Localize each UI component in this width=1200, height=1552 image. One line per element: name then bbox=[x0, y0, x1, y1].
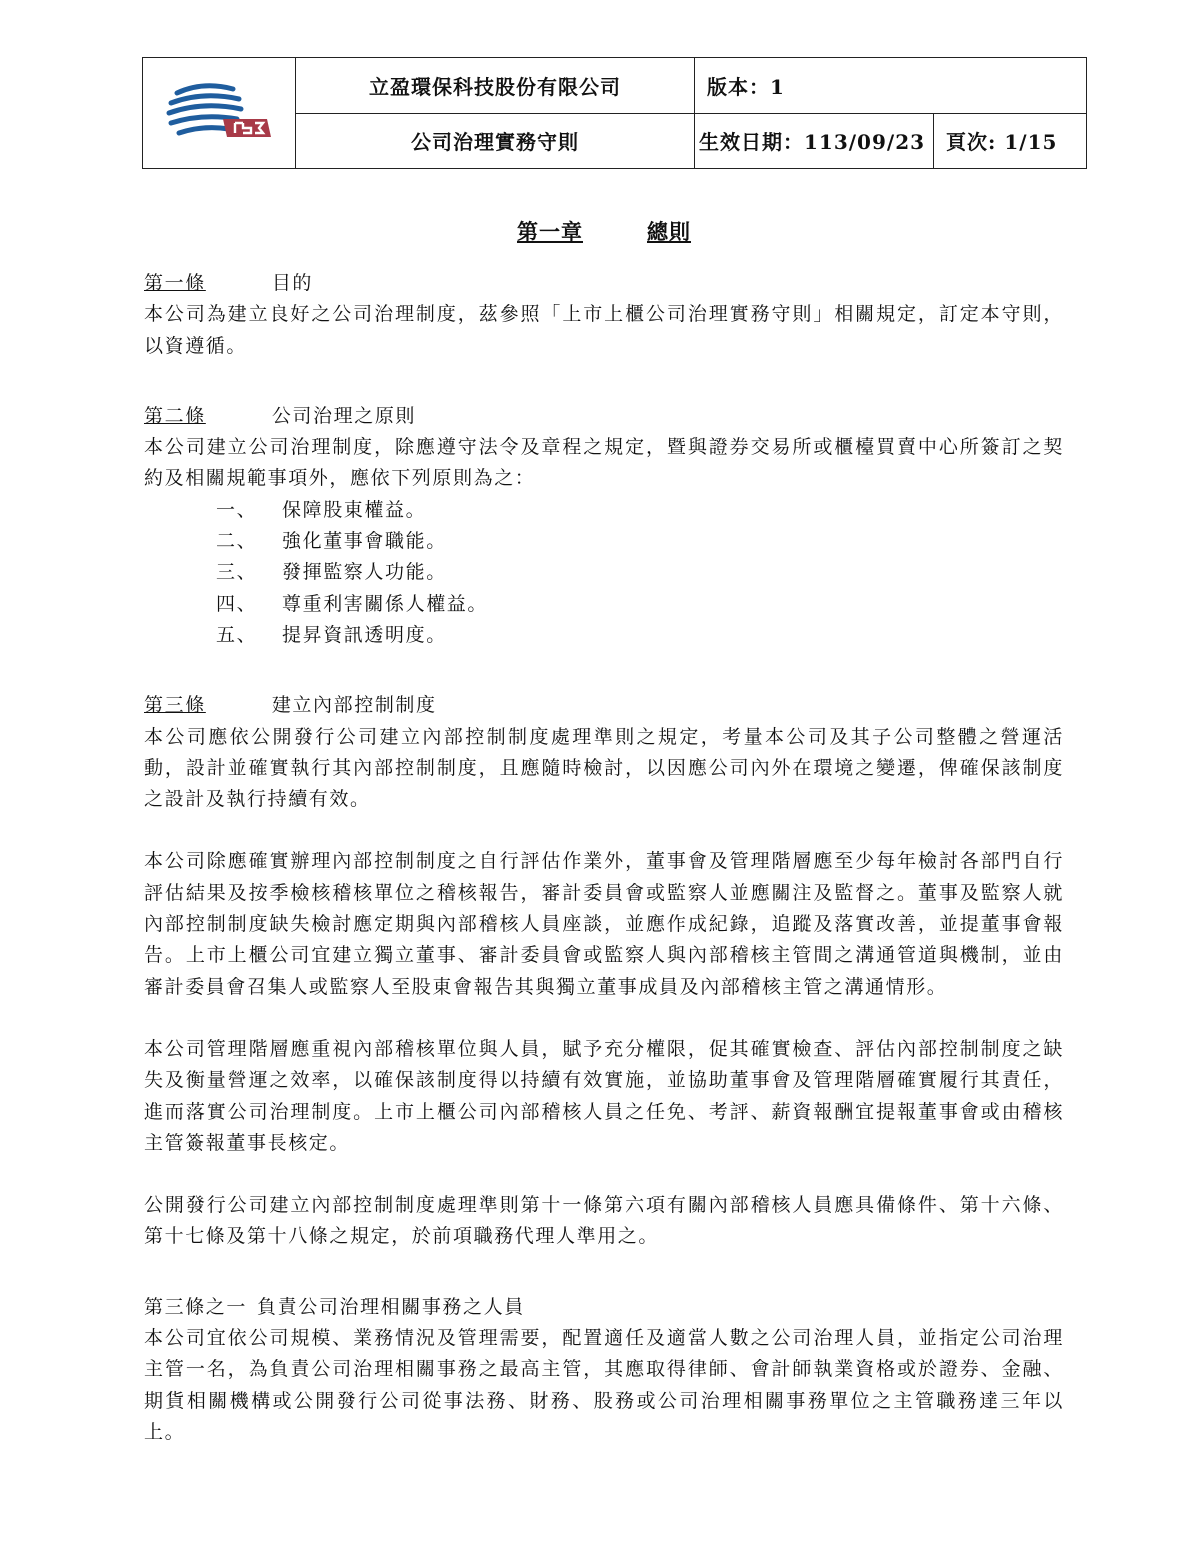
list-item-text: 保障股東權益。 bbox=[282, 498, 427, 521]
document-title: 公司治理實務守則 bbox=[296, 113, 695, 169]
article-heading bbox=[144, 401, 1064, 432]
list-item-number: 二、 bbox=[216, 530, 258, 553]
company-name: 立盈環保科技股份有限公司 bbox=[296, 58, 695, 114]
chapter-number: 第一章 bbox=[517, 219, 583, 244]
list-item bbox=[144, 589, 1064, 620]
article-title: 目的 bbox=[271, 272, 314, 294]
document-header bbox=[142, 57, 1087, 169]
article-title: 負責公司治理相關事務之人員 bbox=[257, 1295, 525, 1318]
list-item-number: 四、 bbox=[216, 592, 258, 615]
chapter-title: 總則 bbox=[647, 219, 691, 244]
list-item-number: 一、 bbox=[216, 498, 258, 521]
company-logo-icon bbox=[163, 79, 275, 143]
article-paragraph: 本公司建立公司治理制度，除應遵守法令及章程之規定，暨與證券交易所或櫃檯買賣中心所簽訂之契約及相關規範事項外，應依下列原則為之： bbox=[144, 436, 1064, 490]
article-paragraph: 本公司為建立良好之公司治理制度，茲參照「上市上櫃公司治理實務守則」相關規定，訂定本守則，以資遵循。 bbox=[144, 303, 1064, 357]
list-item bbox=[144, 557, 1064, 588]
list-item bbox=[144, 526, 1064, 557]
list-item bbox=[144, 620, 1064, 651]
article-number: 第一條 bbox=[144, 272, 206, 294]
list-item-text: 提昇資訊透明度。 bbox=[282, 623, 447, 646]
article-heading bbox=[144, 1292, 1064, 1323]
page-number: 頁次: 1/15 bbox=[934, 113, 1087, 169]
document-body bbox=[144, 216, 1064, 1448]
list-item-text: 尊重利害關係人權益。 bbox=[282, 592, 489, 615]
list-item bbox=[144, 495, 1064, 526]
company-logo-cell bbox=[143, 58, 296, 169]
article-title: 建立內部控制制度 bbox=[271, 694, 437, 717]
article-heading bbox=[144, 268, 1064, 299]
article-paragraph: 本公司除應確實辦理內部控制制度之自行評估作業外，董事會及管理階層應至少每年檢討各部門自行評估結果及按季檢核稽核單位之稽核報告，審計委員會或監察人並應關注及監督之。董事及監察人就內部控制制度缺失檢討應定期與內部稽核人員座談，並應作成紀錄，追蹤及落實改善，並提董事會報告。上市上櫃公司宜建立獨立董事、審計委員會或監察人與內部稽核主管間之溝通管道與機制，並由審計委員會召集人或監察人至股東會報告其與獨立董事成員及內部稽核主管之溝通情形。 bbox=[144, 850, 1064, 998]
article-paragraph: 本公司管理階層應重視內部稽核單位與人員，賦予充分權限，促其確實檢查、評估內部控制制度之缺失及衡量營運之效率，以確保該制度得以持續有效實施，並協助董事會及管理階層確實履行其責任，進而落實公司治理制度。上市上櫃公司內部稽核人員之任免、考評、薪資報酬宜提報董事會或由稽核主管簽報董事長核定。 bbox=[144, 1037, 1064, 1154]
chapter-heading bbox=[144, 216, 1064, 246]
version-number: 版本：1 bbox=[695, 58, 1087, 114]
article-number: 第三條之一 bbox=[144, 1295, 248, 1318]
article-paragraph: 本公司應依公開發行公司建立內部控制制度處理準則之規定，考量本公司及其子公司整體之營運活動，設計並確實執行其內部控制制度，且應隨時檢討，以因應公司內外在環境之變遷，俾確保該制度之設計及執行持續有效。 bbox=[144, 725, 1064, 811]
article-paragraph: 本公司宜依公司規模、業務情況及管理需要，配置適任及適當人數之公司治理人員，並指定公司治理主管一名，為負責公司治理相關事務之最高主管，其應取得律師、會計師執業資格或於證券、金融、期貨相關機構或公開發行公司從事法務、財務、股務或公司治理相關事務單位之主管職務達三年以上。 bbox=[144, 1327, 1064, 1443]
article-title: 公司治理之原則 bbox=[271, 404, 417, 427]
article-heading bbox=[144, 690, 1064, 721]
article-paragraph: 公開發行公司建立內部控制制度處理準則第十一條第六項有關內部稽核人員應具備條件、第十六條、第十七條及第十八條之規定，於前項職務代理人準用之。 bbox=[144, 1194, 1064, 1248]
list-item-number: 三、 bbox=[216, 561, 258, 584]
list-item-number: 五、 bbox=[216, 623, 258, 646]
effective-date: 生效日期：113/09/23 bbox=[695, 113, 934, 169]
list-item-text: 發揮監察人功能。 bbox=[282, 561, 447, 584]
article-number: 第二條 bbox=[144, 404, 206, 427]
list-item-text: 強化董事會職能。 bbox=[282, 530, 447, 553]
article-number: 第三條 bbox=[144, 694, 206, 717]
